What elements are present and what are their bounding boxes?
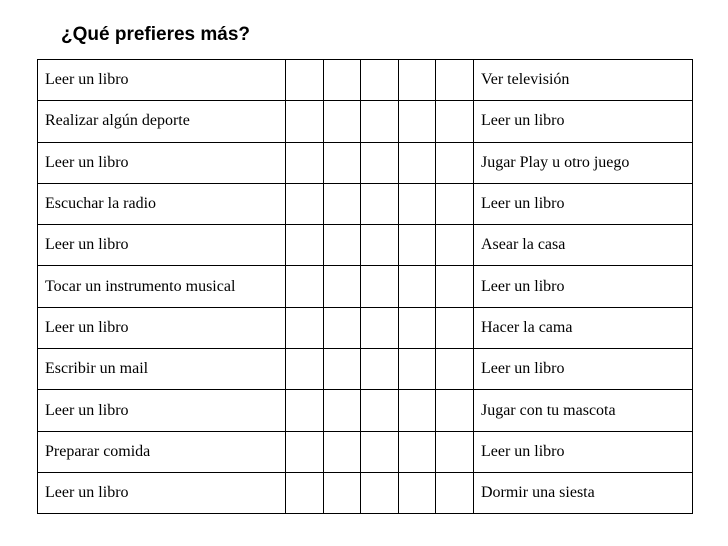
rating-box[interactable]: [436, 60, 474, 101]
rating-box[interactable]: [286, 472, 324, 513]
rating-box[interactable]: [286, 183, 324, 224]
rating-box[interactable]: [436, 349, 474, 390]
rating-box[interactable]: [323, 349, 361, 390]
rating-box[interactable]: [398, 349, 436, 390]
rating-box[interactable]: [398, 266, 436, 307]
option-right: Leer un libro: [473, 183, 692, 224]
table-row: [38, 349, 693, 390]
rating-box[interactable]: [361, 183, 399, 224]
table-row: [38, 472, 693, 513]
rating-box[interactable]: [436, 101, 474, 142]
rating-box[interactable]: [398, 390, 436, 431]
rating-box[interactable]: [436, 266, 474, 307]
rating-box[interactable]: [323, 390, 361, 431]
rating-box[interactable]: [323, 431, 361, 472]
table-row: [38, 307, 693, 348]
table-row: [38, 60, 693, 101]
option-right: Jugar con tu mascota: [473, 390, 692, 431]
rating-box[interactable]: [436, 225, 474, 266]
rating-box[interactable]: [323, 266, 361, 307]
option-left: Leer un libro: [38, 307, 286, 348]
option-left: Preparar comida: [38, 431, 286, 472]
rating-box[interactable]: [436, 183, 474, 224]
rating-box[interactable]: [398, 307, 436, 348]
rating-box[interactable]: [323, 225, 361, 266]
option-right: Asear la casa: [473, 225, 692, 266]
rating-box[interactable]: [398, 431, 436, 472]
rating-box[interactable]: [286, 101, 324, 142]
rating-box[interactable]: [398, 183, 436, 224]
option-left: Leer un libro: [38, 225, 286, 266]
rating-box[interactable]: [361, 307, 399, 348]
rating-box[interactable]: [286, 266, 324, 307]
rating-box[interactable]: [286, 431, 324, 472]
option-right: Leer un libro: [473, 266, 692, 307]
rating-box[interactable]: [398, 225, 436, 266]
rating-box[interactable]: [323, 183, 361, 224]
rating-box[interactable]: [361, 472, 399, 513]
option-left: Leer un libro: [38, 390, 286, 431]
preference-table-body: [38, 60, 693, 514]
preference-table: [37, 59, 693, 514]
option-right: Hacer la cama: [473, 307, 692, 348]
rating-box[interactable]: [361, 431, 399, 472]
option-left: Escribir un mail: [38, 349, 286, 390]
option-right: Leer un libro: [473, 431, 692, 472]
rating-box[interactable]: [398, 60, 436, 101]
rating-box[interactable]: [323, 472, 361, 513]
table-row: [38, 431, 693, 472]
table-row: [38, 101, 693, 142]
table-row: [38, 183, 693, 224]
rating-box[interactable]: [361, 225, 399, 266]
rating-box[interactable]: [286, 390, 324, 431]
rating-box[interactable]: [436, 142, 474, 183]
option-right: Ver televisión: [473, 60, 692, 101]
option-right: Jugar Play u otro juego: [473, 142, 692, 183]
option-left: Escuchar la radio: [38, 183, 286, 224]
rating-box[interactable]: [361, 266, 399, 307]
rating-box[interactable]: [286, 60, 324, 101]
rating-box[interactable]: [436, 307, 474, 348]
rating-box[interactable]: [323, 60, 361, 101]
rating-box[interactable]: [323, 307, 361, 348]
rating-box[interactable]: [286, 142, 324, 183]
rating-box[interactable]: [398, 472, 436, 513]
rating-box[interactable]: [361, 142, 399, 183]
option-left: Leer un libro: [38, 142, 286, 183]
rating-box[interactable]: [436, 431, 474, 472]
rating-box[interactable]: [398, 101, 436, 142]
option-left: Leer un libro: [38, 472, 286, 513]
rating-box[interactable]: [286, 225, 324, 266]
option-left: Leer un libro: [38, 60, 286, 101]
option-left: Realizar algún deporte: [38, 101, 286, 142]
rating-box[interactable]: [286, 349, 324, 390]
option-right: Leer un libro: [473, 349, 692, 390]
rating-box[interactable]: [361, 101, 399, 142]
rating-box[interactable]: [323, 101, 361, 142]
table-row: [38, 266, 693, 307]
page-title: ¿Qué prefieres más?: [61, 24, 251, 45]
table-row: [38, 225, 693, 266]
option-right: Leer un libro: [473, 101, 692, 142]
rating-box[interactable]: [361, 60, 399, 101]
option-left: Tocar un instrumento musical: [38, 266, 286, 307]
table-row: [38, 142, 693, 183]
rating-box[interactable]: [436, 390, 474, 431]
rating-box[interactable]: [398, 142, 436, 183]
option-right: Dormir una siesta: [473, 472, 692, 513]
table-row: [38, 390, 693, 431]
rating-box[interactable]: [323, 142, 361, 183]
rating-box[interactable]: [286, 307, 324, 348]
rating-box[interactable]: [361, 349, 399, 390]
rating-box[interactable]: [436, 472, 474, 513]
rating-box[interactable]: [361, 390, 399, 431]
